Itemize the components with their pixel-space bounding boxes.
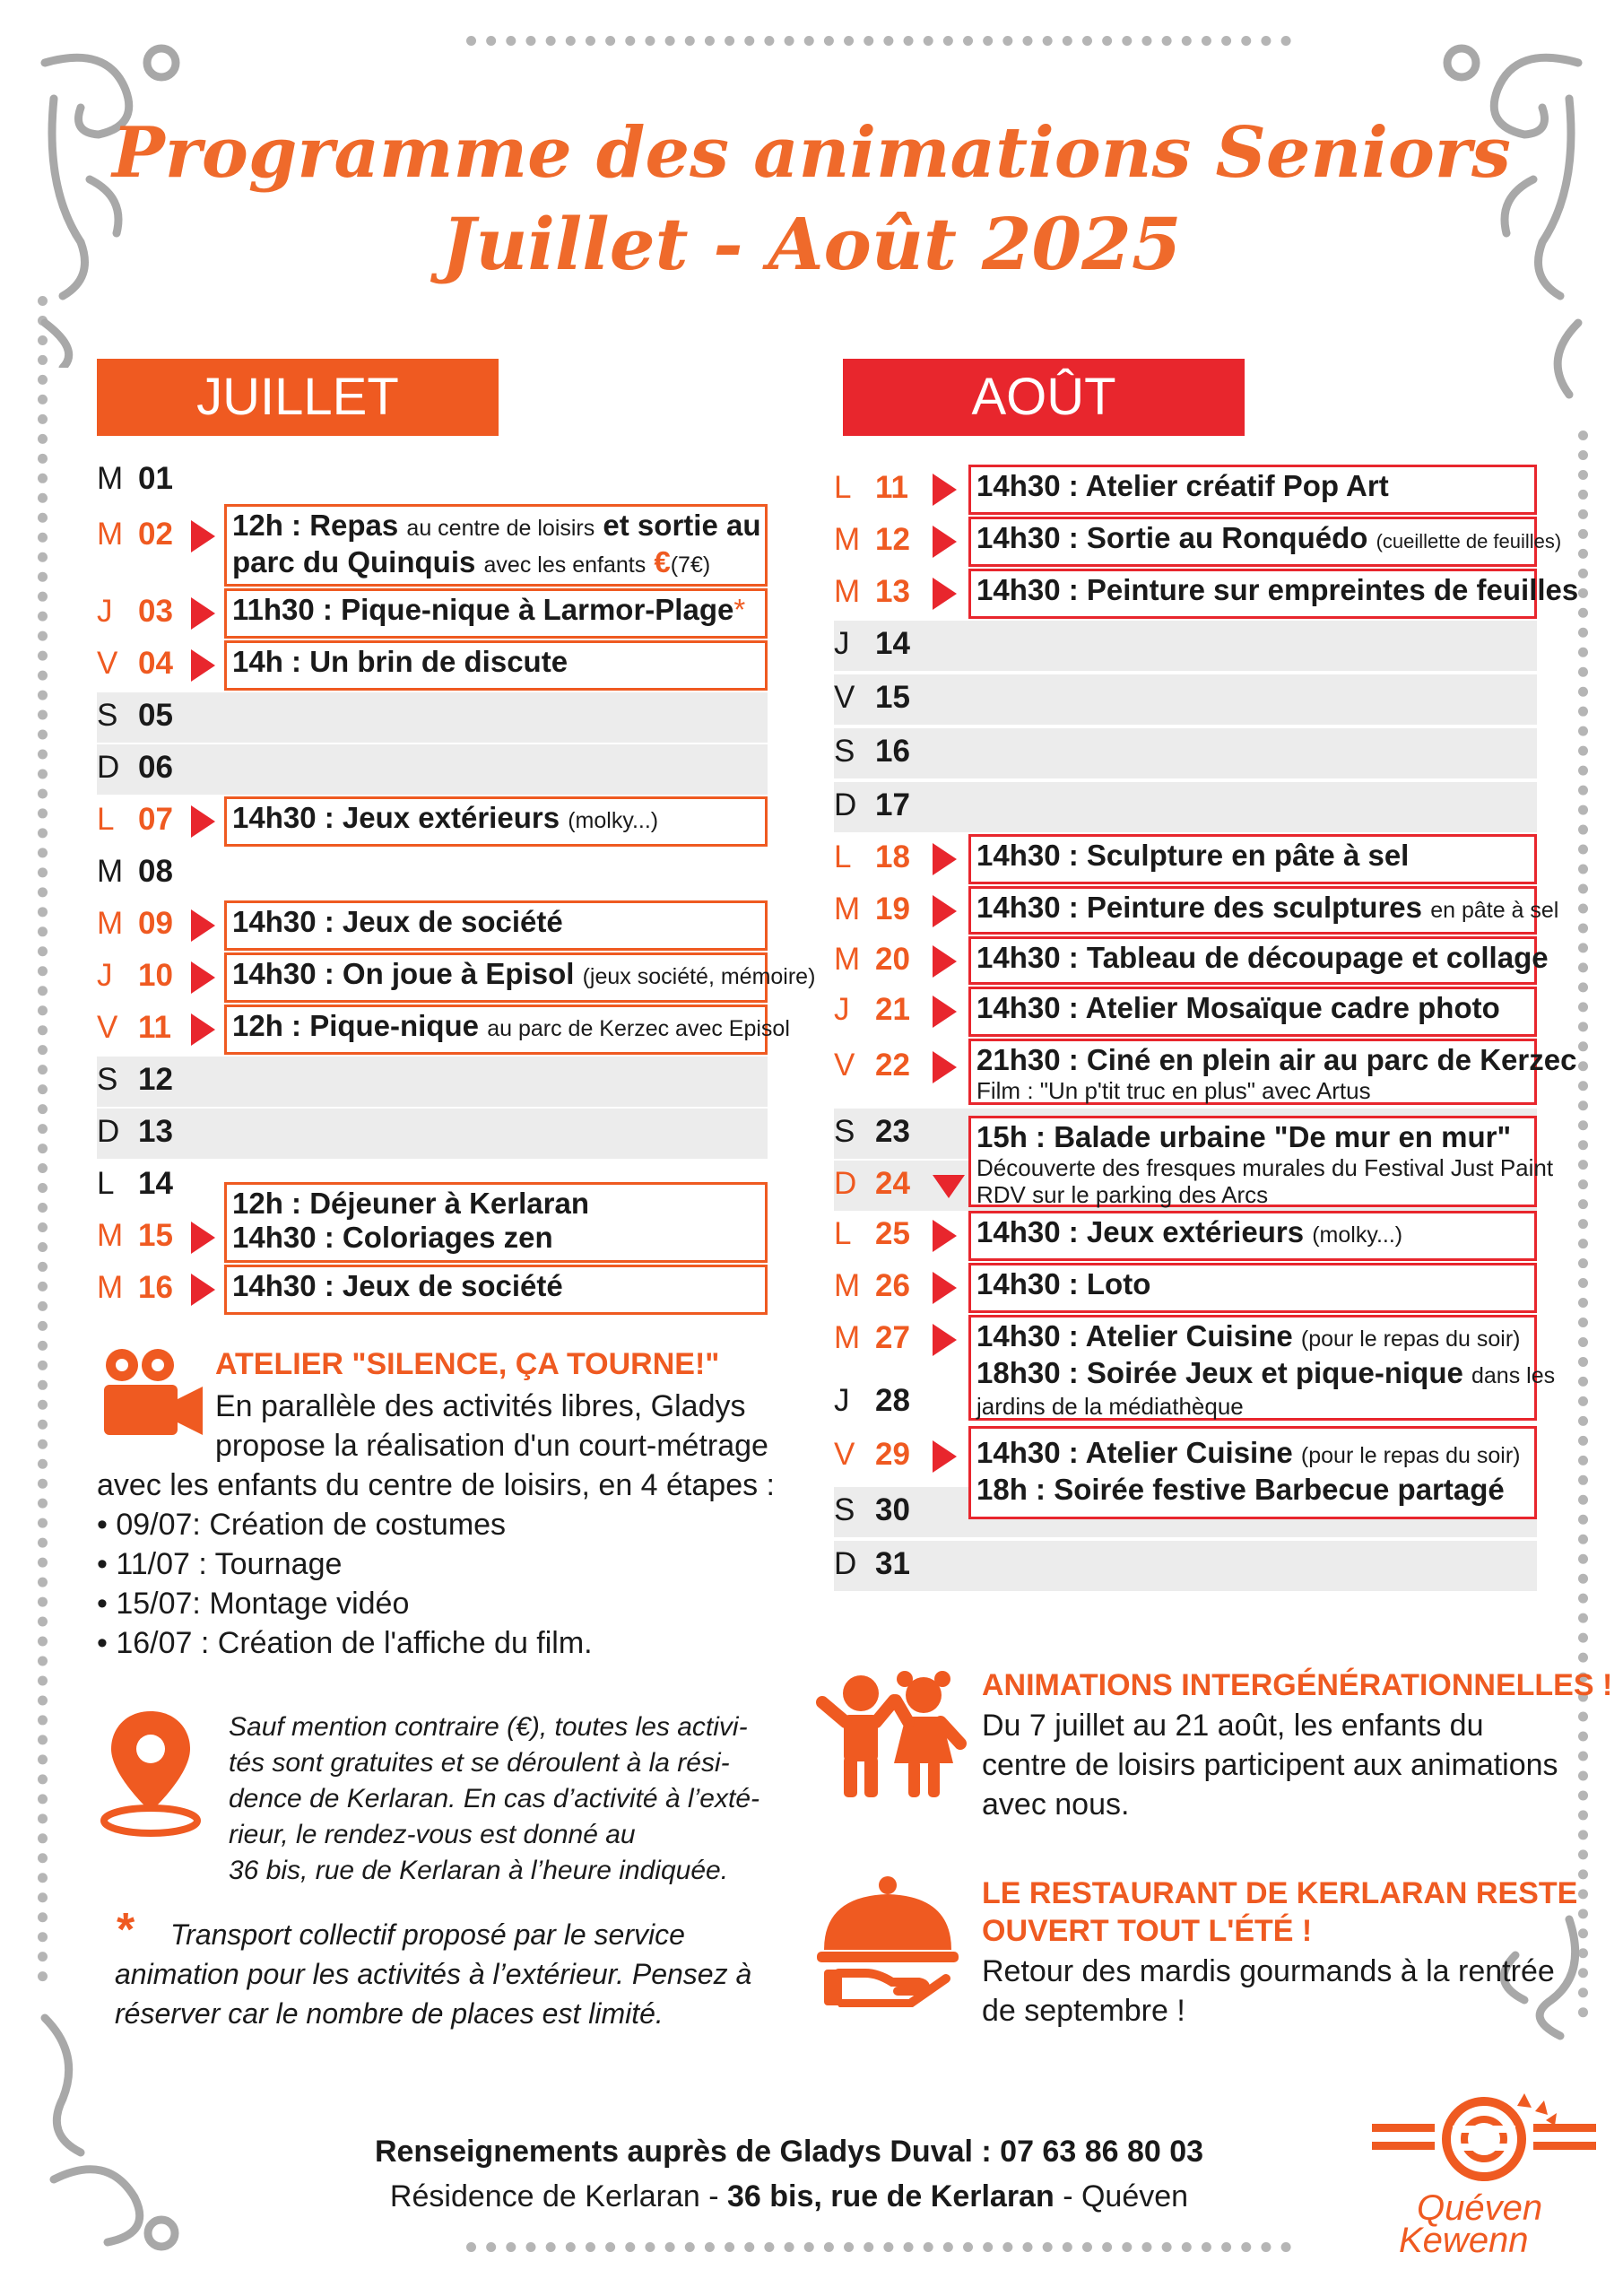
arrow-marker-icon [191, 1013, 215, 1046]
day-number: 22 [875, 1048, 910, 1083]
day-row-aout-17 [834, 782, 1537, 832]
day-letter: V [834, 680, 855, 715]
day-letter: L [834, 839, 852, 874]
day-number: 31 [875, 1546, 910, 1581]
event-title: 14h30 : Peinture des sculptures [976, 891, 1423, 924]
event-note: (molky...) [568, 808, 659, 833]
intergen-title: ANIMATIONS INTERGÉNÉRATIONNELLES ! [982, 1668, 1613, 1702]
cloche-serving-icon [812, 1873, 964, 2007]
event-title: 14h30 : On joue à Episol [232, 957, 575, 990]
event-juil-15 [224, 1182, 768, 1263]
event-aout-23 [968, 1116, 1554, 1208]
event-title: 21h30 : Ciné en plein air au parc de Kerzec [976, 1043, 1577, 1076]
atelier-step: • 11/07 : Tournage [97, 1547, 343, 1581]
day-letter: L [834, 1216, 852, 1251]
event-title: 11h30 : Pique-nique à Larmor-Plage [232, 593, 734, 626]
day-number: 11 [138, 1010, 171, 1045]
event-note: (pour le repas du soir) [1300, 1443, 1521, 1468]
day-letter: D [834, 787, 857, 822]
day-letter: D [834, 1166, 857, 1201]
event-note: (molky...) [1312, 1222, 1403, 1248]
day-number: 19 [875, 891, 910, 926]
event-aout-22 [968, 1039, 1577, 1105]
day-row-aout-16 [834, 728, 1537, 778]
day-number: 18 [875, 839, 910, 874]
event-subtitle: Découverte des fresques murales du Festival Just Paint [976, 1154, 1554, 1181]
event-title: 12h : Pique-nique [232, 1009, 480, 1042]
day-letter: S [834, 734, 855, 769]
arrow-marker-icon [933, 1272, 957, 1304]
event-title: 14h30 : Coloriages zen [232, 1221, 553, 1254]
intergen-text: Du 7 juillet au 21 août, les enfants du [982, 1709, 1484, 1743]
location-pin-icon [97, 1704, 204, 1839]
event-aout-12 [968, 517, 1562, 567]
day-number: 16 [875, 734, 910, 769]
day-letter: D [97, 1114, 120, 1149]
event-aout-13 [968, 569, 1579, 619]
day-number: 03 [138, 594, 173, 629]
day-number: 06 [138, 750, 173, 785]
event-aout-25 [968, 1211, 1537, 1261]
event-title: 14h : Un brin de discute [232, 645, 568, 678]
event-note: (pour le repas du soir) [1300, 1326, 1521, 1352]
event-aout-26 [968, 1263, 1537, 1313]
arrow-marker-icon [933, 895, 957, 927]
day-number: 13 [875, 574, 910, 609]
event-aout-27 [968, 1315, 1556, 1421]
asterisk-icon: * [117, 1904, 135, 1956]
day-number: 27 [875, 1320, 910, 1355]
day-letter: M [97, 517, 124, 552]
atelier-step: • 15/07: Montage vidéo [97, 1587, 410, 1621]
atelier-title: ATELIER "SILENCE, ÇA TOURNE!" [215, 1347, 720, 1381]
intergen-text: avec nous. [982, 1787, 1130, 1822]
event-price: (7€) [670, 552, 711, 578]
event-subtitle: Film : "Un p'tit truc en plus" avec Artus [976, 1077, 1371, 1104]
event-juil-03 [224, 588, 768, 639]
day-row-juil-01 [97, 456, 768, 506]
event-note: en pâte à sel [1430, 898, 1559, 923]
transport-text: animation pour les activités à l’extérieur. Pensez à [115, 1958, 752, 1990]
event-note: (cueillette de feuilles) [1376, 530, 1562, 552]
day-number: 26 [875, 1268, 910, 1303]
address-part: - Quéven [1054, 2179, 1189, 2213]
arrow-marker-icon [191, 909, 215, 942]
transport-text: Transport collectif proposé par le service [170, 1918, 685, 1951]
day-row-aout-31 [834, 1541, 1537, 1591]
day-number: 07 [138, 802, 173, 837]
day-letter: M [97, 1218, 124, 1253]
day-number: 15 [875, 680, 910, 715]
day-letter: M [834, 891, 861, 926]
day-letter: M [97, 906, 124, 941]
event-title: 18h30 : Soirée Jeux et pique-nique [976, 1356, 1463, 1389]
day-letter: S [97, 1062, 118, 1097]
event-aout-18 [968, 834, 1537, 884]
event-aout-19 [968, 886, 1559, 935]
day-number: 25 [875, 1216, 910, 1251]
event-juil-04 [224, 640, 768, 691]
day-number: 20 [875, 942, 910, 977]
day-row-juil-08 [97, 848, 768, 899]
day-number: 15 [138, 1218, 173, 1253]
day-row-aout-14 [834, 621, 1537, 671]
bottom-dotted-border [466, 2242, 1291, 2252]
event-title: 14h30 : Atelier Cuisine [976, 1319, 1293, 1352]
day-row-juil-12 [97, 1057, 768, 1107]
day-number: 17 [875, 787, 910, 822]
page-subtitle: Juillet - Août 2025 [441, 202, 1182, 286]
top-dotted-border [466, 36, 1291, 46]
arrow-marker-icon [191, 597, 215, 630]
arrow-marker-icon [191, 1274, 215, 1306]
day-letter: V [834, 1048, 855, 1083]
event-aout-29 [968, 1426, 1537, 1519]
day-letter: S [834, 1114, 855, 1149]
arrow-down-marker-icon [933, 1175, 965, 1198]
video-camera-icon [97, 1345, 204, 1444]
day-number: 08 [138, 854, 173, 889]
mention-text: dence de Kerlaran. En cas d’activité à l’exté- [229, 1784, 759, 1813]
day-letter: M [834, 1320, 861, 1355]
address-part: Résidence de Kerlaran - [389, 2179, 728, 2213]
event-title: 14h30 : Atelier créatif Pop Art [976, 469, 1389, 502]
event-title: 14h30 : Sculpture en pâte à sel [976, 839, 1410, 872]
event-note: au parc de Kerzec avec Episol [487, 1016, 790, 1041]
euro-icon: € [654, 545, 671, 578]
day-letter: V [97, 646, 118, 681]
event-title: 14h30 : Jeux extérieurs [232, 801, 560, 834]
day-letter: M [97, 1270, 124, 1305]
day-number: 23 [875, 1114, 910, 1149]
day-number: 11 [875, 470, 908, 505]
month-header-aout: AOÛT [843, 359, 1245, 436]
event-title: parc du Quinquis [232, 545, 476, 578]
event-title: 12h : Déjeuner à Kerlaran [232, 1187, 589, 1220]
atelier-text: propose la réalisation d'un court-métrage [215, 1429, 768, 1463]
event-title: 14h30 : Loto [976, 1267, 1151, 1300]
event-title: 12h : Repas [232, 509, 399, 542]
day-letter: J [834, 626, 850, 661]
event-juil-09 [224, 900, 768, 951]
day-number: 12 [875, 522, 910, 557]
children-icon [812, 1666, 973, 1801]
arrow-marker-icon [933, 1051, 957, 1083]
event-juil-10 [224, 952, 816, 1003]
arrow-marker-icon [933, 578, 957, 610]
event-title: 15h : Balade urbaine "De mur en mur" [976, 1120, 1512, 1153]
event-title: 14h30 : Tableau de découpage et collage [976, 941, 1549, 974]
arrow-marker-icon [933, 1324, 957, 1356]
day-number: 09 [138, 906, 173, 941]
day-number: 28 [875, 1383, 910, 1418]
restaurant-title: LE RESTAURANT DE KERLARAN RESTE [982, 1876, 1578, 1910]
day-letter: S [834, 1492, 855, 1527]
day-letter: M [834, 942, 861, 977]
day-letter: L [97, 802, 115, 837]
day-letter: J [97, 594, 113, 629]
atelier-step: • 16/07 : Création de l'affiche du film. [97, 1626, 593, 1660]
day-number: 14 [138, 1166, 173, 1201]
atelier-step: • 09/07: Création de costumes [97, 1508, 507, 1542]
mention-text: rieur, le rendez-vous est donné au [229, 1820, 636, 1849]
day-row-juil-05 [97, 692, 768, 743]
event-aout-11 [968, 465, 1537, 515]
arrow-marker-icon [191, 961, 215, 994]
day-number: 13 [138, 1114, 173, 1149]
day-number: 29 [875, 1437, 910, 1472]
logo-text-queven: Quéven [1417, 2188, 1543, 2228]
event-note: (jeux société, mémoire) [582, 964, 816, 989]
arrow-marker-icon [191, 1222, 215, 1254]
day-number: 02 [138, 517, 173, 552]
day-row-juil-13 [97, 1109, 768, 1159]
day-number: 16 [138, 1270, 173, 1305]
page-title: Programme des animations Seniors [112, 112, 1511, 194]
logo-text-kewenn: Kewenn [1399, 2221, 1529, 2260]
event-title: 18h : Soirée festive Barbecue partagé [976, 1473, 1505, 1506]
day-number: 05 [138, 698, 173, 733]
event-note: au centre de loisirs [406, 516, 595, 541]
event-juil-11 [224, 1004, 790, 1055]
day-letter: J [834, 1383, 850, 1418]
month-header-juillet: JUILLET [97, 359, 499, 436]
day-letter: M [97, 854, 124, 889]
intergen-text: centre de loisirs participent aux animations [982, 1748, 1558, 1782]
event-juil-07 [224, 796, 768, 847]
mention-text: 36 bis, rue de Kerlaran à l’heure indiquée. [229, 1856, 729, 1885]
event-note: avec les enfants [483, 552, 647, 578]
day-number: 30 [875, 1492, 910, 1527]
right-dotted-border [1578, 430, 1588, 2018]
event-juil-16 [224, 1265, 768, 1315]
day-letter: M [834, 522, 861, 557]
arrow-marker-icon [933, 474, 957, 506]
restaurant-text: Retour des mardis gourmands à la rentrée [982, 1954, 1555, 1988]
day-letter: V [97, 1010, 118, 1045]
star-icon: * [733, 593, 746, 626]
day-letter: J [97, 958, 113, 993]
atelier-text: En parallèle des activités libres, Gladys [215, 1389, 746, 1423]
left-dotted-border [38, 296, 48, 1982]
event-title: 14h30 : Sortie au Ronquédo [976, 521, 1368, 554]
event-subtitle: jardins de la médiathèque [976, 1393, 1244, 1420]
mention-text: tés sont gratuites et se déroulent à la rési- [229, 1748, 730, 1778]
arrow-marker-icon [933, 945, 957, 978]
day-letter: M [834, 1268, 861, 1303]
arrow-marker-icon [191, 520, 215, 552]
event-subtitle: RDV sur le parking des Arcs [976, 1181, 1269, 1208]
day-row-aout-15 [834, 674, 1537, 725]
day-letter: L [97, 1166, 115, 1201]
day-letter: D [834, 1546, 857, 1581]
day-number: 12 [138, 1062, 173, 1097]
day-letter: M [834, 574, 861, 609]
day-letter: V [834, 1437, 855, 1472]
day-number: 04 [138, 646, 173, 681]
day-letter: D [97, 750, 120, 785]
event-title: 14h30 : Jeux de société [232, 905, 563, 938]
restaurant-text: de septembre ! [982, 1994, 1185, 2028]
day-letter: S [97, 698, 118, 733]
day-number: 21 [875, 992, 910, 1027]
day-number: 24 [875, 1166, 910, 1201]
restaurant-title: OUVERT TOUT L'ÉTÉ ! [982, 1914, 1313, 1948]
event-aout-20 [968, 936, 1549, 985]
event-title: et sortie au [603, 509, 761, 542]
mention-text: Sauf mention contraire (€), toutes les activi- [229, 1712, 748, 1742]
arrow-marker-icon [933, 1220, 957, 1252]
day-number: 10 [138, 958, 173, 993]
contact-line: Renseignements auprès de Gladys Duval : 07 63 86 80 03 [374, 2135, 1204, 2169]
day-letter: M [97, 461, 124, 496]
day-letter: J [834, 992, 850, 1027]
event-note: dans les [1471, 1363, 1556, 1388]
arrow-marker-icon [191, 649, 215, 682]
address-line [0, 2179, 1578, 2214]
event-title: 14h30 : Atelier Cuisine [976, 1436, 1293, 1469]
day-number: 01 [138, 461, 173, 496]
arrow-marker-icon [933, 843, 957, 875]
event-title: 14h30 : Jeux de société [232, 1269, 563, 1302]
arrow-marker-icon [933, 526, 957, 558]
transport-text: réserver car le nombre de places est limité. [115, 1997, 664, 2030]
event-juil-02 [224, 504, 768, 587]
arrow-marker-icon [191, 805, 215, 838]
event-title: 14h30 : Peinture sur empreintes de feuilles [976, 573, 1579, 606]
arrow-marker-icon [933, 1440, 957, 1473]
address-street: 36 bis, rue de Kerlaran [727, 2179, 1055, 2213]
atelier-text: avec les enfants du centre de loisirs, en 4 étapes : [97, 1468, 776, 1502]
day-letter: L [834, 470, 852, 505]
event-title: 14h30 : Jeux extérieurs [976, 1215, 1305, 1248]
event-aout-21 [968, 987, 1537, 1037]
event-title: 14h30 : Atelier Mosaïque cadre photo [976, 991, 1500, 1024]
day-row-juil-06 [97, 744, 768, 795]
day-number: 14 [875, 626, 910, 661]
arrow-marker-icon [933, 996, 957, 1028]
ornament-top-left-icon [27, 27, 197, 368]
